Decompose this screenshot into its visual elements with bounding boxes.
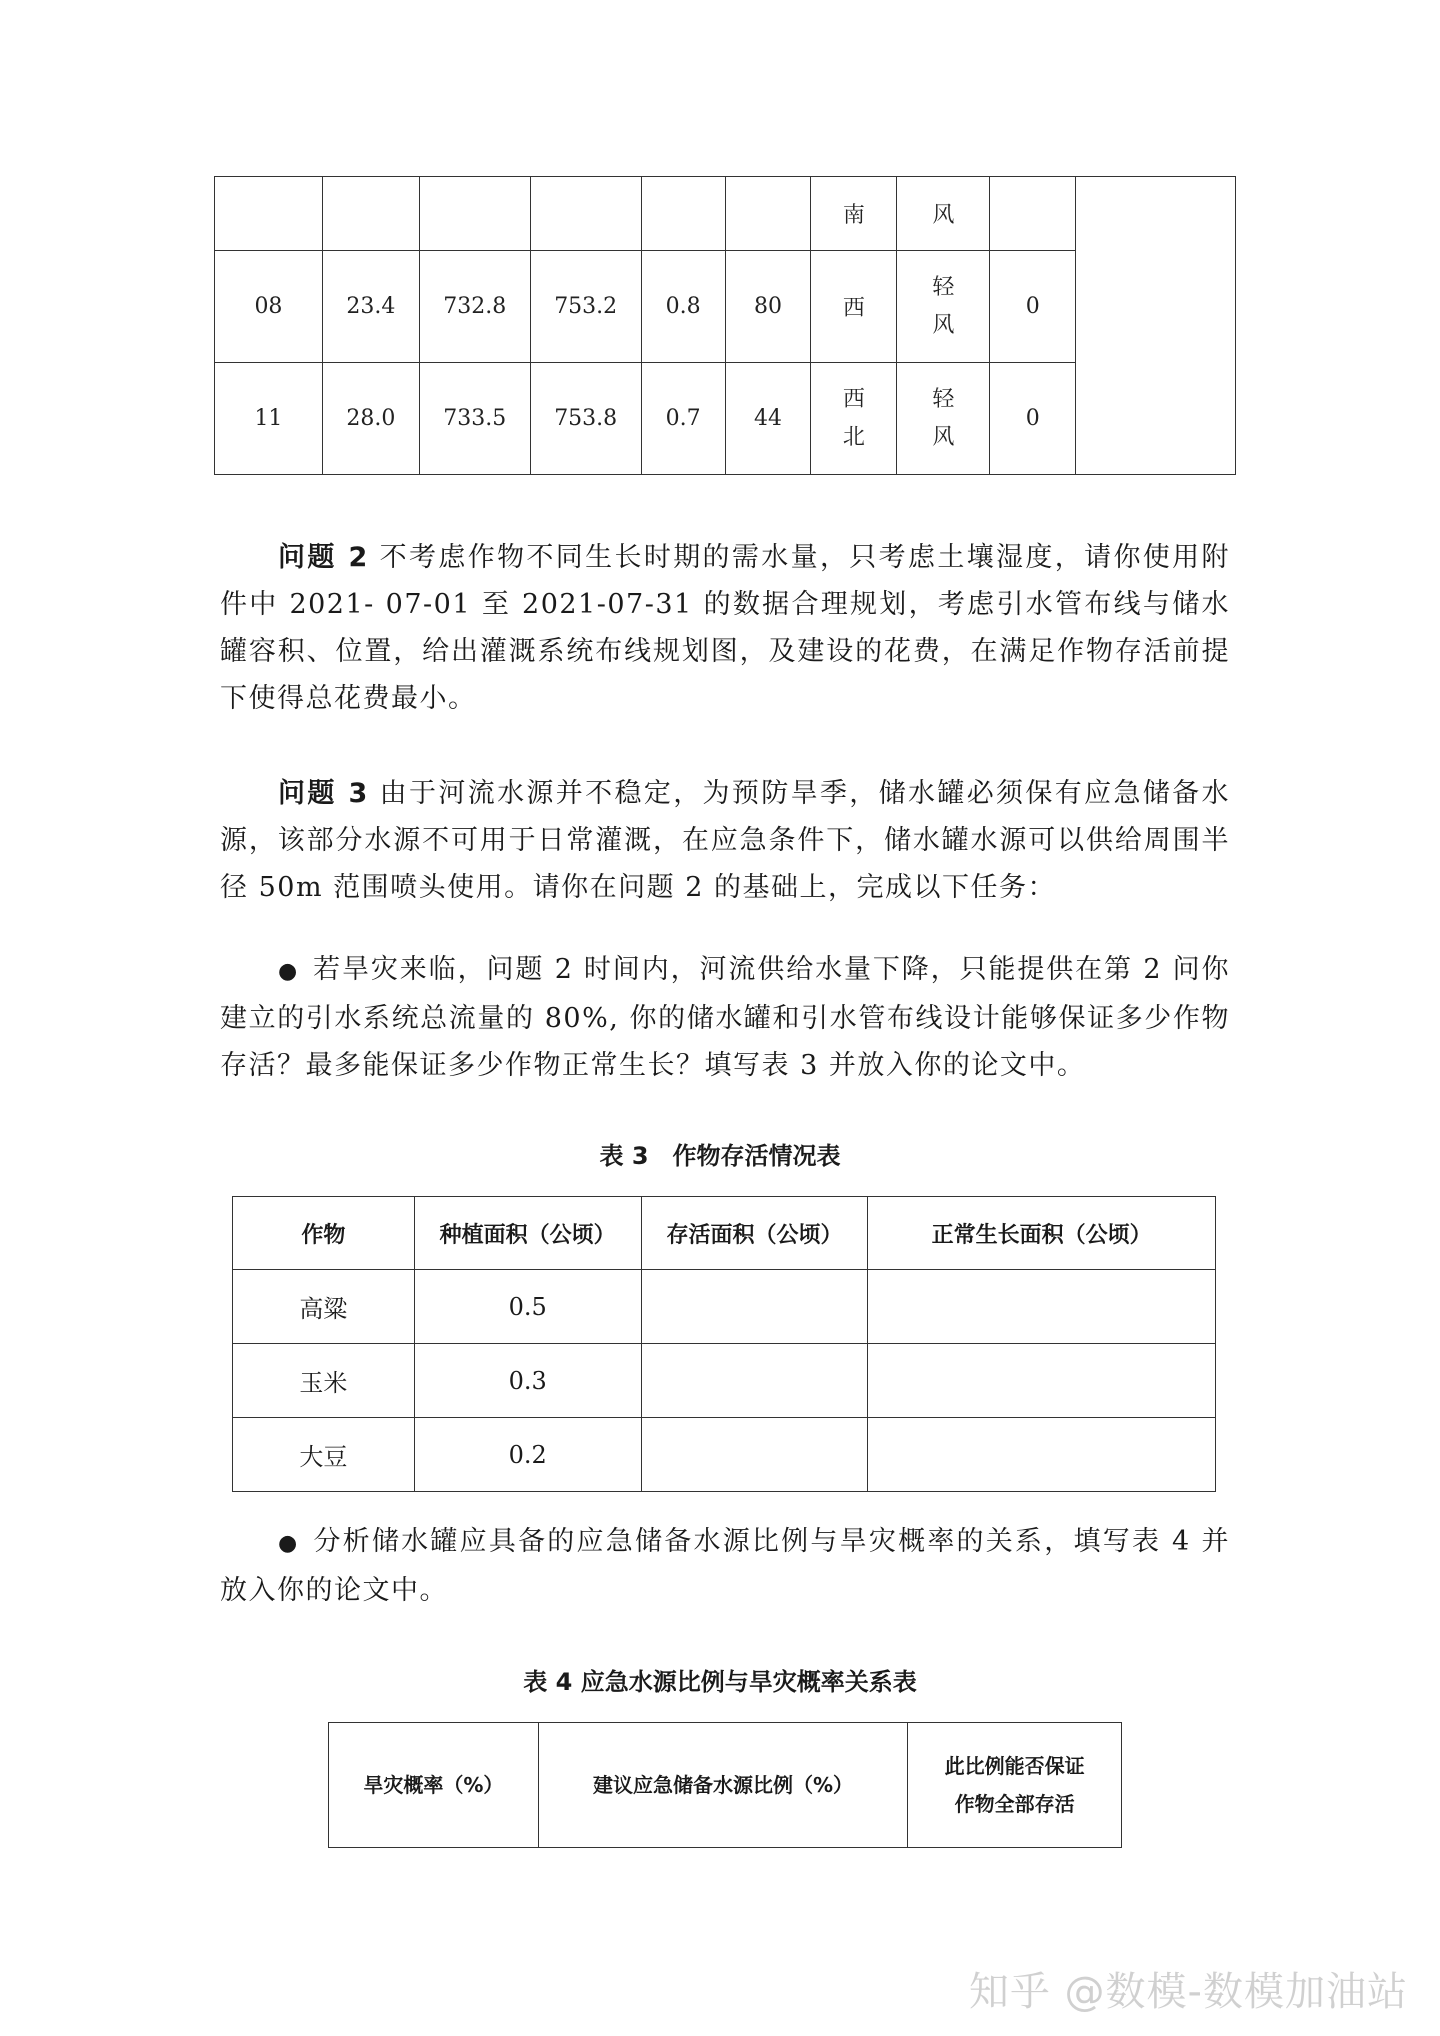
question-2-paragraph — [220, 534, 1230, 722]
survival-area-cell — [641, 1418, 868, 1492]
weather-cell: 0.8 — [641, 251, 725, 363]
task-bullet-2-text: 分析储水罐应具备的应急储备水源比例与旱灾概率的关系，填写表 4 并放入你的论文中。 — [220, 1526, 1230, 1606]
weather-cell — [725, 177, 811, 251]
planting-area: 0.3 — [414, 1344, 641, 1418]
weather-cell — [530, 177, 641, 251]
table-header-cell: 建议应急储备水源比例（%） — [538, 1723, 908, 1848]
table-header-row — [329, 1723, 1122, 1848]
crop-name: 高粱 — [233, 1270, 415, 1344]
weather-extra-column — [1076, 177, 1236, 475]
weather-row — [215, 177, 1236, 251]
weather-cell — [215, 177, 323, 251]
table-header-cell — [908, 1723, 1122, 1848]
task-bullet-1 — [220, 946, 1230, 1089]
weather-cell — [990, 177, 1076, 251]
survival-area-cell — [641, 1344, 868, 1418]
table-header-cell: 存活面积（公顷） — [641, 1197, 868, 1270]
table-header-cell: 旱灾概率（%） — [329, 1723, 539, 1848]
weather-cell: 08 — [215, 251, 323, 363]
normal-growth-area-cell — [868, 1344, 1216, 1418]
weather-cell: 732.8 — [419, 251, 530, 363]
question-3-text: 由于河流水源并不稳定，为预防旱季，储水罐必须保有应急储备水源，该部分水源不可用于日常灌溉，在应急条件下，储水罐水源可以供给周围半径 50m 范围喷头使用。请你在问题 2 的基础上，完成以下任务： — [220, 778, 1230, 903]
weather-cell: 0 — [990, 363, 1076, 475]
question-2-label: 问题 2 — [278, 542, 369, 573]
bullet-icon: ● — [278, 1531, 300, 1556]
header-line: 此比例能否保证 — [944, 1754, 1085, 1778]
survival-area-cell — [641, 1270, 868, 1344]
weather-cell: 西 北 — [811, 363, 897, 475]
header-line: 作物全部存活 — [954, 1792, 1075, 1816]
table-3-caption: 表 3 作物存活情况表 — [599, 1142, 841, 1170]
task-bullet-1-text: 若旱灾来临，问题 2 时间内，河流供给水量下降，只能提供在第 2 问你建立的引水系统总流量的 80%, 你的储水罐和引水管布线设计能够保证多少作物存活？最多能保证多少作物正常生长？填写表 3 并放入你的论文中。 — [220, 954, 1230, 1081]
table-header-cell: 作物 — [233, 1197, 415, 1270]
weather-cell: 44 — [725, 363, 811, 475]
bullet-icon: ● — [278, 959, 300, 984]
planting-area: 0.5 — [414, 1270, 641, 1344]
table-header-row — [233, 1197, 1216, 1270]
normal-growth-area-cell — [868, 1418, 1216, 1492]
question-2-text: 不考虑作物不同生长时期的需水量，只考虑土壤湿度，请你使用附件中 2021- 07-01 至 2021-07-31 的数据合理规划，考虑引水管布线与储水罐容积、位置，给出灌溉系统布线规划图，及建设的花费，在满足作物存活前提下使得总花费最小。 — [220, 542, 1230, 714]
table-header-cell: 正常生长面积（公顷） — [868, 1197, 1216, 1270]
weather-cell — [419, 177, 530, 251]
table-row — [233, 1270, 1216, 1344]
question-3-paragraph — [220, 770, 1230, 911]
weather-cell: 轻 风 — [897, 363, 990, 475]
weather-cell: 11 — [215, 363, 323, 475]
weather-cell: 轻 风 — [897, 251, 990, 363]
normal-growth-area-cell — [868, 1270, 1216, 1344]
weather-cell: 0.7 — [641, 363, 725, 475]
weather-cell: 28.0 — [322, 363, 419, 475]
weather-cell — [641, 177, 725, 251]
crop-survival-table — [232, 1196, 1216, 1492]
weather-cell: 风 — [897, 177, 990, 251]
drought-probability-table — [328, 1722, 1122, 1848]
crop-name: 玉米 — [233, 1344, 415, 1418]
weather-cell: 733.5 — [419, 363, 530, 475]
table-row — [233, 1344, 1216, 1418]
planting-area: 0.2 — [414, 1418, 641, 1492]
crop-name: 大豆 — [233, 1418, 415, 1492]
question-3-label: 问题 3 — [278, 778, 369, 809]
weather-cell: 753.2 — [530, 251, 641, 363]
weather-cell: 0 — [990, 251, 1076, 363]
weather-cell: 23.4 — [322, 251, 419, 363]
weather-cell: 80 — [725, 251, 811, 363]
weather-cell: 753.8 — [530, 363, 641, 475]
weather-cell: 南 — [811, 177, 897, 251]
weather-cell: 西 — [811, 251, 897, 363]
table-4-caption: 表 4 应急水源比例与旱灾概率关系表 — [523, 1668, 917, 1696]
table-header-cell: 种植面积（公顷） — [414, 1197, 641, 1270]
source-watermark: 知乎 @数模-数模加油站 — [968, 1969, 1408, 2015]
weather-cell — [322, 177, 419, 251]
weather-table — [214, 176, 1236, 475]
task-bullet-2 — [220, 1518, 1230, 1614]
table-row — [233, 1418, 1216, 1492]
